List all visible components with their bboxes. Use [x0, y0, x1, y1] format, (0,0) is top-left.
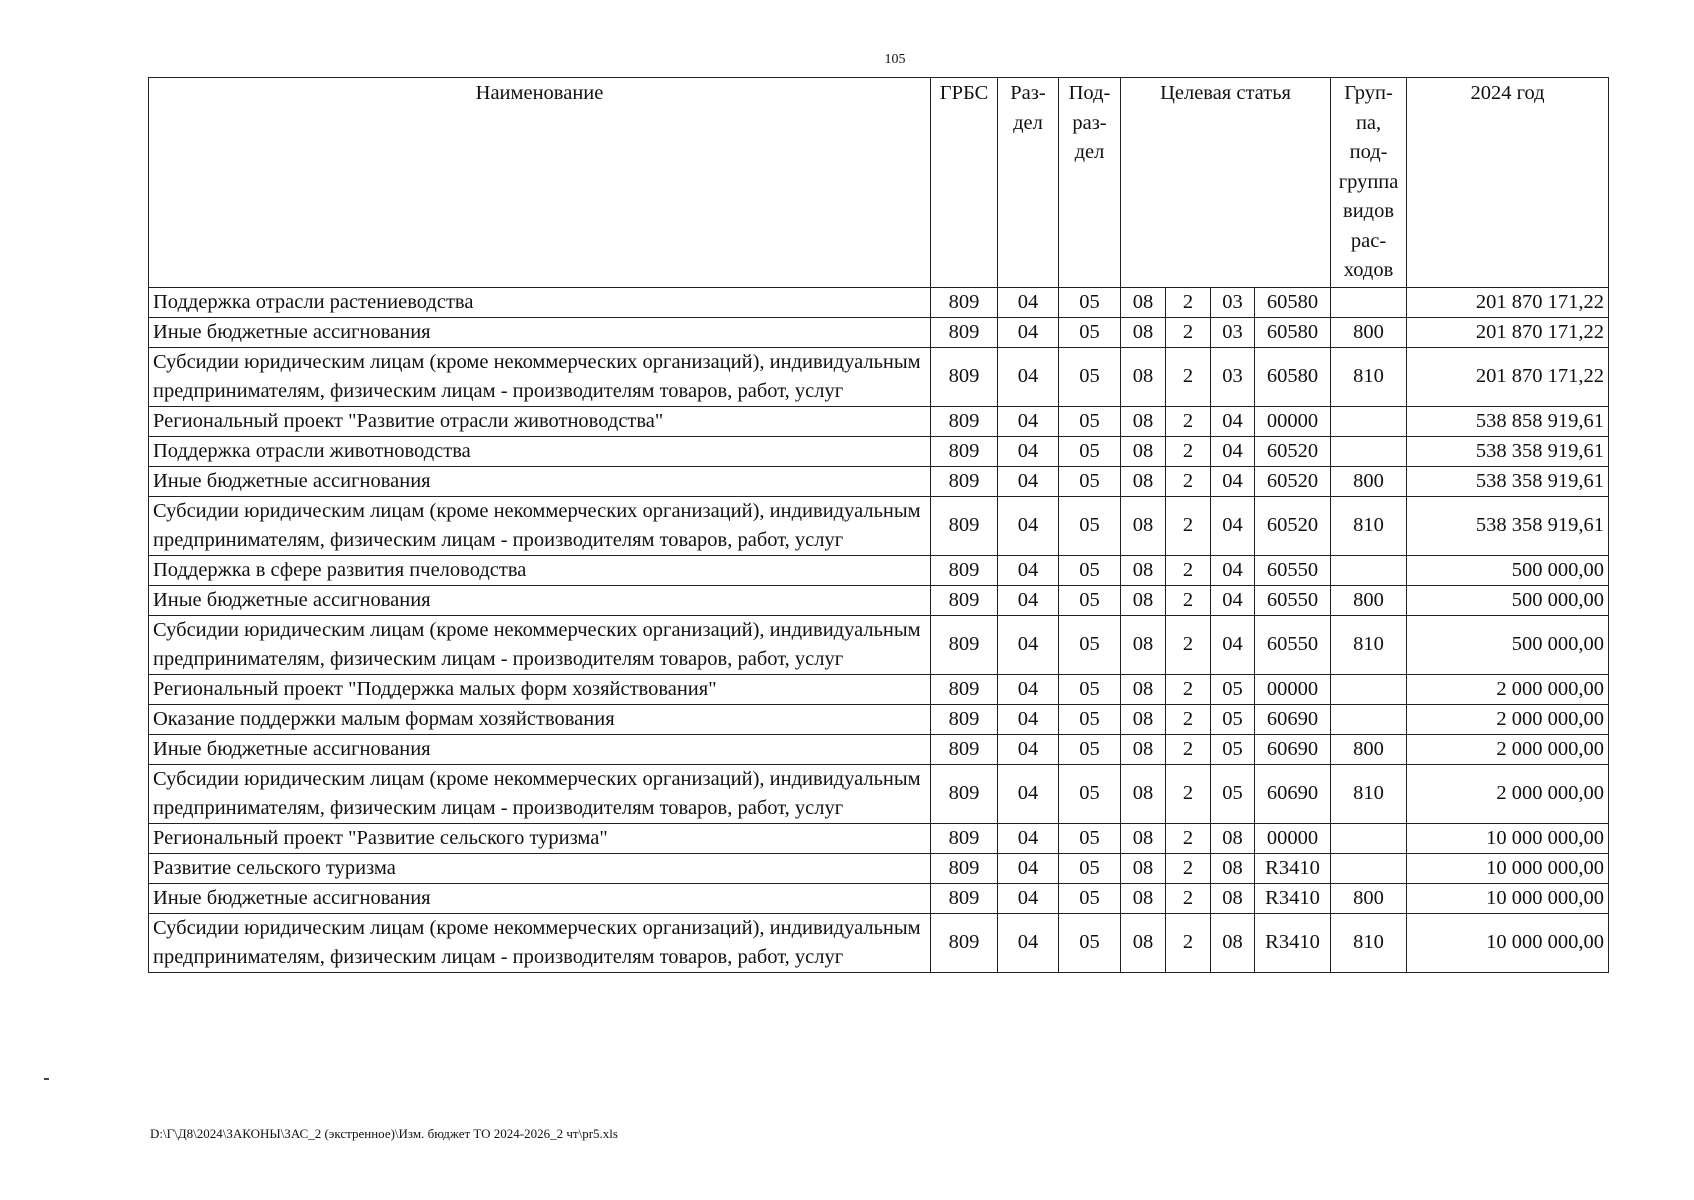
row-target-project: 04	[1211, 436, 1255, 466]
row-target-project: 08	[1211, 853, 1255, 883]
row-expense-group: 800	[1331, 883, 1407, 913]
row-podrazdel: 05	[1059, 823, 1121, 853]
row-target-subprogram: 2	[1166, 764, 1211, 823]
row-target-direction: 60690	[1255, 764, 1331, 823]
row-podrazdel: 05	[1059, 674, 1121, 704]
header-target-article: Целевая статья	[1121, 78, 1331, 288]
row-target-subprogram: 2	[1166, 496, 1211, 555]
table-row	[149, 615, 1609, 674]
budget-table	[148, 77, 1609, 973]
row-target-program: 08	[1121, 615, 1166, 674]
table-row	[149, 823, 1609, 853]
row-name: Региональный проект "Развитие отрасли животноводства"	[149, 406, 931, 436]
row-target-project: 08	[1211, 883, 1255, 913]
row-name: Субсидии юридическим лицам (кроме некоммерческих организаций), индивидуальным предпринимателям, физическим лицам - производителям товаров, работ, услуг	[149, 347, 931, 406]
row-target-subprogram: 2	[1166, 287, 1211, 317]
row-razdel: 04	[998, 615, 1059, 674]
row-name: Оказание поддержки малым формам хозяйствования	[149, 704, 931, 734]
row-target-program: 08	[1121, 674, 1166, 704]
row-target-project: 08	[1211, 823, 1255, 853]
row-target-direction: R3410	[1255, 913, 1331, 972]
row-target-program: 08	[1121, 496, 1166, 555]
row-grbs: 809	[931, 496, 998, 555]
row-razdel: 04	[998, 823, 1059, 853]
table-row	[149, 853, 1609, 883]
row-expense-group	[1331, 406, 1407, 436]
row-target-direction: 60580	[1255, 317, 1331, 347]
row-expense-group	[1331, 823, 1407, 853]
table-row	[149, 317, 1609, 347]
row-target-direction: 60520	[1255, 436, 1331, 466]
row-grbs: 809	[931, 555, 998, 585]
row-grbs: 809	[931, 585, 998, 615]
table-row	[149, 764, 1609, 823]
row-razdel: 04	[998, 734, 1059, 764]
row-target-program: 08	[1121, 406, 1166, 436]
row-grbs: 809	[931, 436, 998, 466]
row-target-subprogram: 2	[1166, 317, 1211, 347]
table-body	[149, 287, 1609, 972]
row-name: Поддержка отрасли животноводства	[149, 436, 931, 466]
row-target-subprogram: 2	[1166, 615, 1211, 674]
row-expense-group: 800	[1331, 466, 1407, 496]
row-razdel: 04	[998, 704, 1059, 734]
row-podrazdel: 05	[1059, 317, 1121, 347]
row-expense-group: 800	[1331, 317, 1407, 347]
footer-file-path: D:\Г\Д8\2024\ЗАКОНЫ\ЗАС_2 (экстренное)\Изм. бюджет ТО 2024-2026_2 чт\pr5.xls	[150, 1126, 618, 1141]
row-grbs: 809	[931, 704, 998, 734]
row-expense-group	[1331, 704, 1407, 734]
table-row	[149, 466, 1609, 496]
row-target-project: 05	[1211, 764, 1255, 823]
row-grbs: 809	[931, 734, 998, 764]
row-razdel: 04	[998, 347, 1059, 406]
row-podrazdel: 05	[1059, 615, 1121, 674]
row-target-program: 08	[1121, 347, 1166, 406]
row-target-subprogram: 2	[1166, 883, 1211, 913]
row-amount: 538 858 919,61	[1407, 406, 1609, 436]
row-target-program: 08	[1121, 436, 1166, 466]
row-target-subprogram: 2	[1166, 674, 1211, 704]
row-expense-group	[1331, 436, 1407, 466]
row-target-subprogram: 2	[1166, 555, 1211, 585]
row-amount: 2 000 000,00	[1407, 674, 1609, 704]
table-row	[149, 287, 1609, 317]
row-amount: 500 000,00	[1407, 615, 1609, 674]
row-target-project: 08	[1211, 913, 1255, 972]
row-podrazdel: 05	[1059, 883, 1121, 913]
row-amount: 2 000 000,00	[1407, 704, 1609, 734]
row-target-subprogram: 2	[1166, 823, 1211, 853]
row-razdel: 04	[998, 406, 1059, 436]
row-name: Поддержка в сфере развития пчеловодства	[149, 555, 931, 585]
row-name: Поддержка отрасли растениеводства	[149, 287, 931, 317]
table-row	[149, 734, 1609, 764]
row-target-program: 08	[1121, 734, 1166, 764]
row-amount: 10 000 000,00	[1407, 883, 1609, 913]
row-name: Иные бюджетные ассигнования	[149, 883, 931, 913]
row-name: Региональный проект "Развитие сельского туризма"	[149, 823, 931, 853]
row-target-program: 08	[1121, 466, 1166, 496]
row-name: Иные бюджетные ассигнования	[149, 317, 931, 347]
row-razdel: 04	[998, 913, 1059, 972]
row-amount: 538 358 919,61	[1407, 466, 1609, 496]
row-grbs: 809	[931, 883, 998, 913]
row-amount: 10 000 000,00	[1407, 913, 1609, 972]
table-row	[149, 555, 1609, 585]
row-target-project: 04	[1211, 496, 1255, 555]
row-name: Региональный проект "Поддержка малых форм хозяйствования"	[149, 674, 931, 704]
row-podrazdel: 05	[1059, 704, 1121, 734]
row-podrazdel: 05	[1059, 555, 1121, 585]
row-target-project: 03	[1211, 287, 1255, 317]
table-row	[149, 496, 1609, 555]
row-amount: 201 870 171,22	[1407, 287, 1609, 317]
row-expense-group	[1331, 287, 1407, 317]
row-target-program: 08	[1121, 704, 1166, 734]
row-podrazdel: 05	[1059, 347, 1121, 406]
row-podrazdel: 05	[1059, 466, 1121, 496]
row-grbs: 809	[931, 615, 998, 674]
row-amount: 500 000,00	[1407, 585, 1609, 615]
row-target-direction: 60550	[1255, 555, 1331, 585]
row-razdel: 04	[998, 496, 1059, 555]
page-number: 105	[884, 52, 906, 67]
row-amount: 10 000 000,00	[1407, 823, 1609, 853]
row-razdel: 04	[998, 287, 1059, 317]
row-grbs: 809	[931, 317, 998, 347]
row-target-subprogram: 2	[1166, 347, 1211, 406]
row-podrazdel: 05	[1059, 853, 1121, 883]
table-row	[149, 585, 1609, 615]
row-target-project: 04	[1211, 466, 1255, 496]
row-target-project: 05	[1211, 704, 1255, 734]
row-expense-group	[1331, 555, 1407, 585]
row-target-direction: 00000	[1255, 823, 1331, 853]
table-row	[149, 883, 1609, 913]
row-podrazdel: 05	[1059, 496, 1121, 555]
row-target-project: 05	[1211, 734, 1255, 764]
row-podrazdel: 05	[1059, 734, 1121, 764]
header-expense-group: Груп- па, под- группа видов рас- ходов	[1331, 78, 1407, 288]
row-name: Иные бюджетные ассигнования	[149, 585, 931, 615]
header-year-2024: 2024 год	[1407, 78, 1609, 288]
row-target-direction: 60520	[1255, 466, 1331, 496]
row-target-direction: 60550	[1255, 615, 1331, 674]
row-target-direction: R3410	[1255, 853, 1331, 883]
row-target-project: 03	[1211, 317, 1255, 347]
row-target-direction: 60690	[1255, 734, 1331, 764]
header-podrazdel: Под- раз- дел	[1059, 78, 1121, 288]
row-name: Субсидии юридическим лицам (кроме некоммерческих организаций), индивидуальным предпринимателям, физическим лицам - производителям товаров, работ, услуг	[149, 496, 931, 555]
row-podrazdel: 05	[1059, 287, 1121, 317]
row-name: Субсидии юридическим лицам (кроме некоммерческих организаций), индивидуальным предпринимателям, физическим лицам - производителям товаров, работ, услуг	[149, 764, 931, 823]
row-expense-group: 810	[1331, 615, 1407, 674]
row-target-project: 04	[1211, 615, 1255, 674]
row-podrazdel: 05	[1059, 406, 1121, 436]
row-expense-group: 800	[1331, 585, 1407, 615]
row-target-direction: 00000	[1255, 406, 1331, 436]
table-row	[149, 347, 1609, 406]
row-grbs: 809	[931, 674, 998, 704]
row-grbs: 809	[931, 347, 998, 406]
row-target-project: 04	[1211, 585, 1255, 615]
row-target-program: 08	[1121, 287, 1166, 317]
row-podrazdel: 05	[1059, 764, 1121, 823]
margin-mark	[44, 1078, 49, 1080]
row-target-program: 08	[1121, 764, 1166, 823]
row-target-project: 03	[1211, 347, 1255, 406]
row-target-direction: 60580	[1255, 347, 1331, 406]
row-amount: 538 358 919,61	[1407, 436, 1609, 466]
row-target-program: 08	[1121, 555, 1166, 585]
row-grbs: 809	[931, 913, 998, 972]
row-target-subprogram: 2	[1166, 734, 1211, 764]
row-expense-group: 810	[1331, 347, 1407, 406]
row-podrazdel: 05	[1059, 436, 1121, 466]
row-name: Развитие сельского туризма	[149, 853, 931, 883]
header-name: Наименование	[149, 78, 931, 288]
row-grbs: 809	[931, 406, 998, 436]
row-grbs: 809	[931, 764, 998, 823]
row-target-direction: 00000	[1255, 674, 1331, 704]
row-expense-group: 800	[1331, 734, 1407, 764]
row-grbs: 809	[931, 823, 998, 853]
row-razdel: 04	[998, 466, 1059, 496]
row-expense-group: 810	[1331, 913, 1407, 972]
row-grbs: 809	[931, 853, 998, 883]
row-target-subprogram: 2	[1166, 853, 1211, 883]
row-amount: 201 870 171,22	[1407, 317, 1609, 347]
table-row	[149, 674, 1609, 704]
row-expense-group: 810	[1331, 764, 1407, 823]
row-target-program: 08	[1121, 317, 1166, 347]
table-row	[149, 913, 1609, 972]
row-name: Субсидии юридическим лицам (кроме некоммерческих организаций), индивидуальным предпринимателям, физическим лицам - производителям товаров, работ, услуг	[149, 913, 931, 972]
row-target-project: 04	[1211, 555, 1255, 585]
row-podrazdel: 05	[1059, 913, 1121, 972]
row-expense-group	[1331, 853, 1407, 883]
row-target-subprogram: 2	[1166, 913, 1211, 972]
row-target-program: 08	[1121, 823, 1166, 853]
row-name: Иные бюджетные ассигнования	[149, 734, 931, 764]
row-amount: 10 000 000,00	[1407, 853, 1609, 883]
row-target-subprogram: 2	[1166, 704, 1211, 734]
row-razdel: 04	[998, 883, 1059, 913]
row-target-program: 08	[1121, 585, 1166, 615]
row-target-program: 08	[1121, 853, 1166, 883]
row-name: Субсидии юридическим лицам (кроме некоммерческих организаций), индивидуальным предпринимателям, физическим лицам - производителям товаров, работ, услуг	[149, 615, 931, 674]
row-expense-group: 810	[1331, 496, 1407, 555]
row-amount: 538 358 919,61	[1407, 496, 1609, 555]
row-target-direction: 60520	[1255, 496, 1331, 555]
row-razdel: 04	[998, 764, 1059, 823]
row-expense-group	[1331, 674, 1407, 704]
row-razdel: 04	[998, 674, 1059, 704]
row-grbs: 809	[931, 287, 998, 317]
row-target-subprogram: 2	[1166, 436, 1211, 466]
row-razdel: 04	[998, 436, 1059, 466]
row-grbs: 809	[931, 466, 998, 496]
row-amount: 2 000 000,00	[1407, 764, 1609, 823]
row-podrazdel: 05	[1059, 585, 1121, 615]
row-razdel: 04	[998, 317, 1059, 347]
row-target-direction: 60690	[1255, 704, 1331, 734]
row-razdel: 04	[998, 585, 1059, 615]
row-target-project: 05	[1211, 674, 1255, 704]
row-amount: 201 870 171,22	[1407, 347, 1609, 406]
row-amount: 500 000,00	[1407, 555, 1609, 585]
row-target-direction: R3410	[1255, 883, 1331, 913]
row-target-direction: 60550	[1255, 585, 1331, 615]
table-header-row	[149, 78, 1609, 288]
row-target-subprogram: 2	[1166, 406, 1211, 436]
row-razdel: 04	[998, 853, 1059, 883]
table-row	[149, 704, 1609, 734]
row-target-project: 04	[1211, 406, 1255, 436]
row-target-program: 08	[1121, 913, 1166, 972]
row-target-subprogram: 2	[1166, 585, 1211, 615]
row-amount: 2 000 000,00	[1407, 734, 1609, 764]
header-grbs: ГРБС	[931, 78, 998, 288]
row-name: Иные бюджетные ассигнования	[149, 466, 931, 496]
header-razdel: Раз- дел	[998, 78, 1059, 288]
table-row	[149, 436, 1609, 466]
table-row	[149, 406, 1609, 436]
row-target-direction: 60580	[1255, 287, 1331, 317]
row-razdel: 04	[998, 555, 1059, 585]
row-target-subprogram: 2	[1166, 466, 1211, 496]
row-target-program: 08	[1121, 883, 1166, 913]
